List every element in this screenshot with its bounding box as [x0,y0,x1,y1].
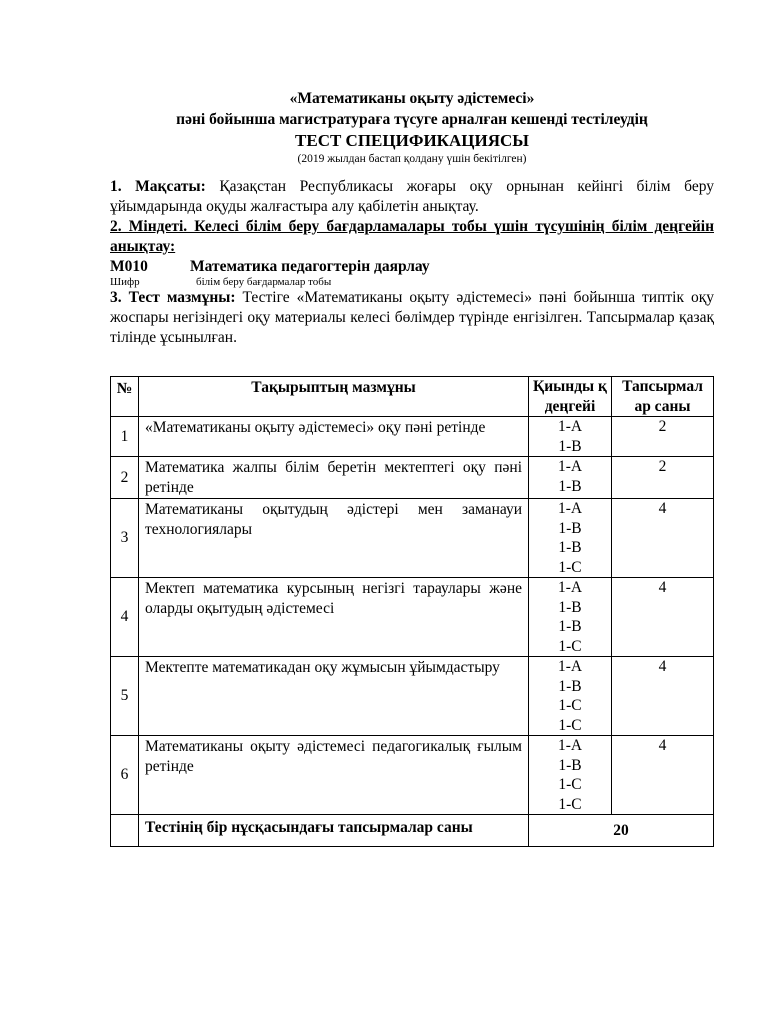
difficulty-level: 1-B [558,519,582,537]
header-line-1: «Математиканы оқыту әдістемесі» [289,90,535,107]
row-number: 1 [111,417,139,457]
difficulty-level: 1-B [558,539,582,556]
section-3-label: 3. Тест мазмұны: [110,289,236,306]
row-topic: Математиканы оқытудың әдістері мен заманауи технологиялары [139,499,529,578]
table-header-row [111,377,714,417]
header-topic: Тақырыптың мазмұны [139,377,529,417]
section-3-text: Тестіге «Математиканы оқыту әдістемесі» пәні бойынша типтік оқу жоспары негізіндегі оқу материалы келесі бөлімдер түрінде енгізілген. Тапсырмалар қазақ тілінде ұсынылған. [110,289,714,346]
row-difficulty-levels [529,457,612,499]
document-page [110,88,714,348]
difficulty-level: 1-B [558,598,582,616]
row-number: 2 [111,457,139,499]
difficulty-level: 1-A [557,458,583,475]
header-title: ТЕСТ СПЕЦИФИКАЦИЯСЫ [295,131,529,150]
section-1-label: 1. Мақсаты: [110,178,206,195]
program-code-caption: Шифр [110,276,140,288]
table-total-row [111,815,714,847]
row-topic: Мектеп математика курсының негізгі тараулары және оларды оқытудың әдістемесі [139,578,529,657]
table-row [111,736,714,815]
difficulty-level: 1-C [558,697,582,714]
difficulty-level: 1-A [557,418,583,435]
row-difficulty-levels [529,736,612,815]
row-task-count: 4 [612,578,714,657]
difficulty-level: 1-A [557,737,583,754]
row-task-count: 4 [612,499,714,578]
total-empty-cell [111,815,139,847]
table-row [111,417,714,457]
difficulty-level: 1-B [558,756,582,774]
difficulty-level: 1-C [558,795,582,813]
header-line-2: пәні бойынша магистратураға түсуге арналған кешенді тестілеудің [176,111,648,128]
difficulty-level: 1-B [558,618,582,635]
total-value: 20 [529,815,714,847]
program-name: Математика педагогтерін даярлау [190,258,430,275]
table-row [111,657,714,736]
difficulty-level: 1-C [558,558,582,576]
row-number: 5 [111,657,139,736]
header-difficulty: Қиынды қ деңгейі [529,377,612,417]
row-topic: «Математиканы оқыту әдістемесі» оқу пәні ретінде [139,417,529,457]
total-label: Тестінің бір нұсқасындағы тапсырмалар саны [139,815,529,847]
difficulty-level: 1-C [558,776,582,793]
difficulty-level: 1-A [557,658,583,675]
row-task-count: 4 [612,657,714,736]
row-number: 4 [111,578,139,657]
row-task-count: 2 [612,417,714,457]
difficulty-level: 1-A [557,500,583,517]
header-number: № [111,377,139,417]
row-difficulty-levels [529,417,612,457]
table-row [111,578,714,657]
table-row [111,457,714,499]
difficulty-level: 1-B [558,677,582,695]
section-2 [110,217,714,257]
program-name-caption: білім беру бағдармалар тобы [196,276,332,288]
header-task-count: Тапсырмал ар саны [612,377,714,417]
table-row [111,499,714,578]
row-topic: Мектепте математикадан оқу жұмысын ұйымдастыру [139,657,529,736]
program-code: М010 [110,258,148,275]
difficulty-level: 1-B [558,477,582,495]
difficulty-level: 1-B [558,437,582,455]
program-code-row [110,258,714,276]
section-1 [110,177,714,217]
row-number: 3 [111,499,139,578]
program-caption-row [110,276,714,288]
document-header [110,88,714,167]
section-2-text: 2. Міндеті. Келесі білім беру бағдарламалары тобы үшін түсушінің білім деңгейін анықтау: [110,218,714,255]
difficulty-level: 1-C [558,716,582,734]
row-difficulty-levels [529,657,612,736]
table-body [111,417,714,815]
row-task-count: 4 [612,736,714,815]
row-difficulty-levels [529,499,612,578]
row-topic: Математиканы оқыту әдістемесі педагогикалық ғылым ретінде [139,736,529,815]
section-1-text: Қазақстан Республикасы жоғары оқу орнынан кейінгі білім беру ұйымдарында оқуды жалғастыра алу қабілетін анықтау. [110,178,714,215]
row-difficulty-levels [529,578,612,657]
difficulty-level: 1-C [558,637,582,655]
difficulty-level: 1-A [557,579,583,596]
row-task-count: 2 [612,457,714,499]
specification-table [110,376,714,847]
row-topic: Математика жалпы білім беретін мектептегі оқу пәні ретінде [139,457,529,499]
section-3 [110,288,714,348]
row-number: 6 [111,736,139,815]
header-note: (2019 жылдан бастап қолдану үшін бекітілген) [297,153,527,165]
